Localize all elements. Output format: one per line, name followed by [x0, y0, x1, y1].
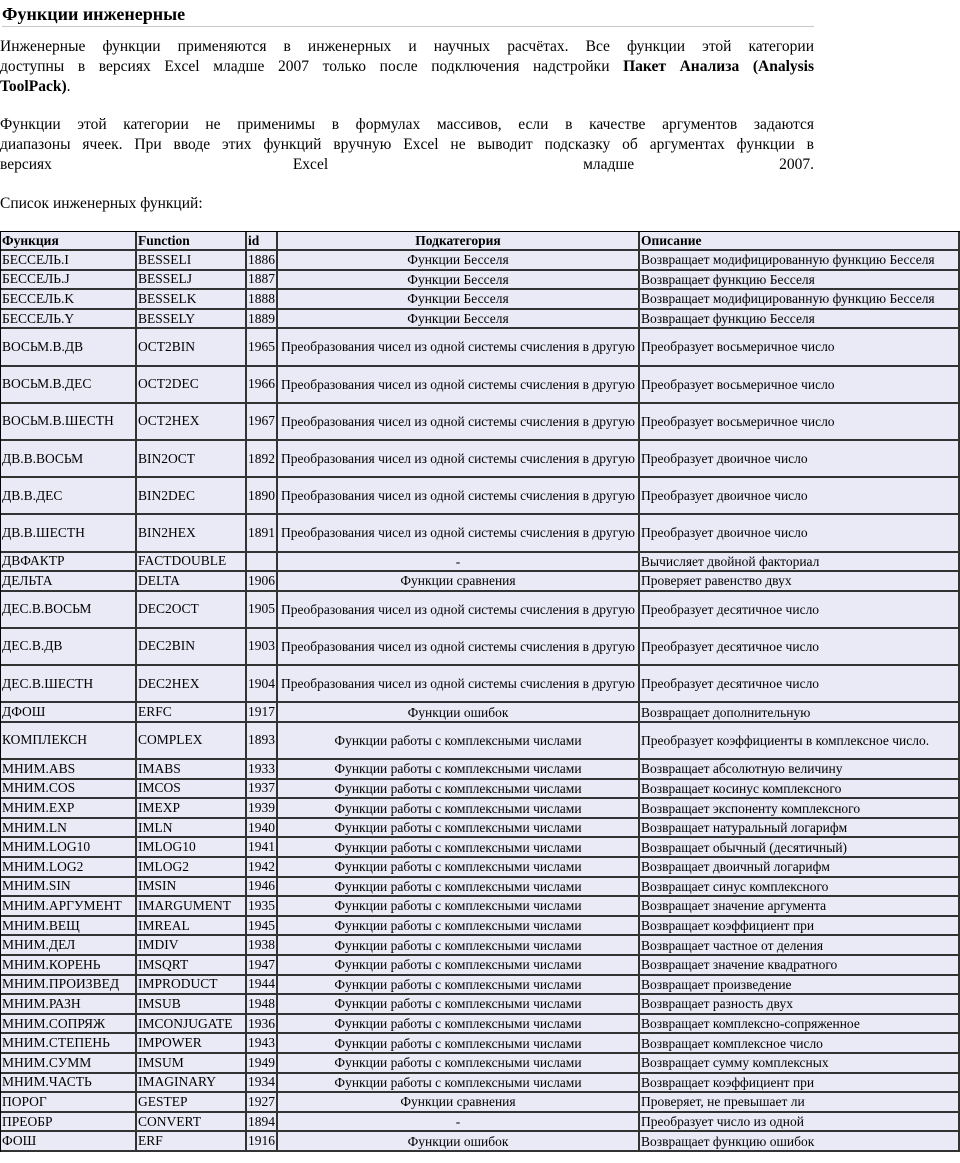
- cell-description: Возвращает значение аргумента: [640, 897, 960, 917]
- cell-subcategory: Функции работы с комплексными числами: [278, 1054, 640, 1074]
- cell-function: DEC2HEX: [137, 666, 247, 703]
- cell-func: ДЕЛЬТА: [1, 572, 137, 592]
- note-word: младше: [583, 156, 635, 173]
- cell-func: ДВФАКТР: [1, 553, 137, 573]
- cell-function: IMPOWER: [137, 1034, 247, 1054]
- cell-description: Возвращает частное от деления: [640, 936, 960, 956]
- cell-func: ПРЕОБР: [1, 1113, 137, 1133]
- cell-description: Проверяет, не превышает ли: [640, 1093, 960, 1113]
- cell-function: IMEXP: [137, 799, 247, 819]
- cell-subcategory: Функции Бесселя: [278, 271, 640, 291]
- cell-function: BIN2HEX: [137, 515, 247, 552]
- cell-function: BESSELK: [137, 290, 247, 310]
- cell-subcategory: Функции работы с комплексными числами: [278, 878, 640, 898]
- note-line-1: Функции этой категории не применимы в формулах массивов, если в качестве аргументов задаются: [0, 116, 814, 133]
- table-row: [1, 271, 960, 291]
- cell-id: 1916: [247, 1132, 278, 1152]
- cell-id: 1903: [247, 629, 278, 666]
- table-row: [1, 1074, 960, 1094]
- cell-func: ДВ.В.ШЕСТН: [1, 515, 137, 552]
- cell-subcategory: Функции сравнения: [278, 572, 640, 592]
- cell-description: Преобразует десятичное число: [640, 592, 960, 629]
- cell-description: Возвращает коэффициент при: [640, 1074, 960, 1094]
- cell-function: IMSUM: [137, 1054, 247, 1074]
- cell-subcategory: Функции работы с комплексными числами: [278, 780, 640, 800]
- table-row: [1, 404, 960, 441]
- cell-description: Возвращает синус комплексного: [640, 878, 960, 898]
- table-row: [1, 329, 960, 366]
- cell-function: IMCONJUGATE: [137, 1015, 247, 1035]
- table-row: [1, 441, 960, 478]
- table-row: [1, 1034, 960, 1054]
- cell-id: 1941: [247, 838, 278, 858]
- cell-description: Проверяет равенство двух: [640, 572, 960, 592]
- cell-function: GESTEP: [137, 1093, 247, 1113]
- intro-line-2: [0, 57, 814, 77]
- cell-func: МНИМ.LOG10: [1, 838, 137, 858]
- cell-subcategory: -: [278, 1113, 640, 1133]
- cell-id: 1893: [247, 723, 278, 760]
- cell-func: ДВ.В.ДЕС: [1, 478, 137, 515]
- cell-description: Возвращает функцию Бесселя: [640, 271, 960, 291]
- cell-func: ДВ.В.ВОСЬМ: [1, 441, 137, 478]
- cell-id: 1943: [247, 1034, 278, 1054]
- cell-id: 1945: [247, 917, 278, 937]
- table-row: [1, 760, 960, 780]
- cell-func: МНИМ.SIN: [1, 878, 137, 898]
- cell-function: BIN2DEC: [137, 478, 247, 515]
- cell-function: IMLOG10: [137, 838, 247, 858]
- cell-func: КОМПЛЕКСН: [1, 723, 137, 760]
- cell-function: IMDIV: [137, 936, 247, 956]
- cell-subcategory: Функции работы с комплексными числами: [278, 1034, 640, 1054]
- cell-id: 1942: [247, 858, 278, 878]
- cell-subcategory: Преобразования чисел из одной системы счисления в другую: [278, 404, 640, 441]
- cell-function: DELTA: [137, 572, 247, 592]
- cell-function: BESSELI: [137, 251, 247, 271]
- table-row: [1, 367, 960, 404]
- cell-subcategory: Функции работы с комплексными числами: [278, 995, 640, 1015]
- cell-func: МНИМ.ПРОИЗВЕД: [1, 976, 137, 996]
- cell-description: Преобразует двоичное число: [640, 478, 960, 515]
- cell-subcategory: Функции ошибок: [278, 703, 640, 723]
- cell-function: CONVERT: [137, 1113, 247, 1133]
- cell-description: Возвращает комплексно-сопряженное: [640, 1015, 960, 1035]
- cell-subcategory: Функции работы с комплексными числами: [278, 819, 640, 839]
- cell-subcategory: Функции работы с комплексными числами: [278, 897, 640, 917]
- cell-function: OCT2DEC: [137, 367, 247, 404]
- header-description: Описание: [640, 232, 960, 251]
- cell-id: 1894: [247, 1113, 278, 1133]
- note-word: версиях: [0, 156, 52, 173]
- cell-description: Возвращает разность двух: [640, 995, 960, 1015]
- cell-subcategory: Преобразования чисел из одной системы счисления в другую: [278, 515, 640, 552]
- cell-description: Преобразует десятичное число: [640, 666, 960, 703]
- cell-func: МНИМ.КОРЕНЬ: [1, 956, 137, 976]
- table-row: [1, 1093, 960, 1113]
- cell-subcategory: Функции работы с комплексными числами: [278, 858, 640, 878]
- table-row: [1, 799, 960, 819]
- intro-addin-name: Пакет Анализа (Analysis: [623, 58, 814, 75]
- table-row: [1, 629, 960, 666]
- cell-func: МНИМ.ВЕЩ: [1, 917, 137, 937]
- cell-func: ВОСЬМ.В.ДВ: [1, 329, 137, 366]
- cell-id: 1965: [247, 329, 278, 366]
- note-line-2: диапазоны ячеек. При вводе этих функций вручную Excel не выводит подсказку об аргументах функции в: [0, 136, 814, 153]
- cell-func: МНИМ.ЧАСТЬ: [1, 1074, 137, 1094]
- header-id: id: [247, 232, 278, 251]
- cell-func: МНИМ.COS: [1, 780, 137, 800]
- cell-function: IMREAL: [137, 917, 247, 937]
- header-func: Функция: [1, 232, 137, 251]
- table-row: [1, 838, 960, 858]
- cell-id: 1889: [247, 310, 278, 330]
- cell-subcategory: Функции работы с комплексными числами: [278, 976, 640, 996]
- cell-description: Возвращает модифицированную функцию Бесселя: [640, 251, 960, 271]
- cell-id: 1887: [247, 271, 278, 291]
- cell-function: FACTDOUBLE: [137, 553, 247, 573]
- cell-id: 1937: [247, 780, 278, 800]
- cell-subcategory: Функции работы с комплексными числами: [278, 838, 640, 858]
- cell-func: МНИМ.LOG2: [1, 858, 137, 878]
- table-row: [1, 956, 960, 976]
- cell-function: IMLN: [137, 819, 247, 839]
- cell-description: Вычисляет двойной факториал: [640, 553, 960, 573]
- cell-id: 1967: [247, 404, 278, 441]
- cell-id: 1948: [247, 995, 278, 1015]
- cell-id: 1935: [247, 897, 278, 917]
- cell-id: 1938: [247, 936, 278, 956]
- table-header-row: [1, 232, 960, 251]
- cell-description: Возвращает комплексное число: [640, 1034, 960, 1054]
- cell-description: Возвращает двоичный логарифм: [640, 858, 960, 878]
- cell-subcategory: Преобразования чисел из одной системы счисления в другую: [278, 367, 640, 404]
- cell-description: Возвращает модифицированную функцию Бесселя: [640, 290, 960, 310]
- cell-func: МНИМ.LN: [1, 819, 137, 839]
- cell-func: ДФОШ: [1, 703, 137, 723]
- cell-subcategory: Преобразования чисел из одной системы счисления в другую: [278, 441, 640, 478]
- table-row: [1, 478, 960, 515]
- cell-function: IMAGINARY: [137, 1074, 247, 1094]
- cell-subcategory: Преобразования чисел из одной системы счисления в другую: [278, 329, 640, 366]
- cell-id: 1939: [247, 799, 278, 819]
- cell-id: 1949: [247, 1054, 278, 1074]
- cell-function: IMCOS: [137, 780, 247, 800]
- cell-id: [247, 553, 278, 573]
- table-row: [1, 572, 960, 592]
- cell-subcategory: Функции работы с комплексными числами: [278, 799, 640, 819]
- table-row: [1, 1132, 960, 1152]
- page-title: Функции инженерные: [2, 3, 814, 27]
- cell-subcategory: Функции Бесселя: [278, 290, 640, 310]
- cell-id: 1886: [247, 251, 278, 271]
- cell-function: DEC2BIN: [137, 629, 247, 666]
- cell-func: МНИМ.РАЗН: [1, 995, 137, 1015]
- note-line-3: [0, 155, 814, 175]
- cell-description: Преобразует восьмеричное число: [640, 367, 960, 404]
- cell-func: ВОСЬМ.В.ШЕСТН: [1, 404, 137, 441]
- cell-description: Преобразует восьмеричное число: [640, 329, 960, 366]
- cell-id: 1934: [247, 1074, 278, 1094]
- table-body: [1, 251, 960, 1152]
- note-word: Excel: [292, 156, 329, 173]
- cell-func: МНИМ.EXP: [1, 799, 137, 819]
- cell-id: 1904: [247, 666, 278, 703]
- cell-func: МНИМ.СОПРЯЖ: [1, 1015, 137, 1035]
- cell-func: МНИМ.ДЕЛ: [1, 936, 137, 956]
- cell-description: Возвращает косинус комплексного: [640, 780, 960, 800]
- cell-func: МНИМ.АРГУМЕНТ: [1, 897, 137, 917]
- cell-subcategory: Преобразования чисел из одной системы счисления в другую: [278, 629, 640, 666]
- cell-description: Преобразует восьмеричное число: [640, 404, 960, 441]
- table-row: [1, 666, 960, 703]
- cell-subcategory: Преобразования чисел из одной системы счисления в другую: [278, 592, 640, 629]
- intro-line-3: [0, 77, 814, 97]
- cell-description: Возвращает функцию ошибок: [640, 1132, 960, 1152]
- cell-description: Возвращает произведение: [640, 976, 960, 996]
- cell-function: BESSELJ: [137, 271, 247, 291]
- cell-function: IMSUB: [137, 995, 247, 1015]
- cell-id: 1888: [247, 290, 278, 310]
- cell-id: 1933: [247, 760, 278, 780]
- table-row: [1, 976, 960, 996]
- cell-id: 1891: [247, 515, 278, 552]
- cell-func: ВОСЬМ.В.ДЕС: [1, 367, 137, 404]
- cell-func: ДЕС.В.ШЕСТН: [1, 666, 137, 703]
- cell-func: МНИМ.СТЕПЕНЬ: [1, 1034, 137, 1054]
- cell-subcategory: Преобразования чисел из одной системы счисления в другую: [278, 666, 640, 703]
- cell-description: Возвращает сумму комплексных: [640, 1054, 960, 1074]
- table-row: [1, 1113, 960, 1133]
- cell-function: IMABS: [137, 760, 247, 780]
- table-row: [1, 917, 960, 937]
- cell-description: Преобразует двоичное число: [640, 515, 960, 552]
- table-row: [1, 592, 960, 629]
- cell-description: Возвращает значение квадратного: [640, 956, 960, 976]
- cell-function: IMSQRT: [137, 956, 247, 976]
- cell-description: Возвращает функцию Бесселя: [640, 310, 960, 330]
- cell-func: МНИМ.СУММ: [1, 1054, 137, 1074]
- cell-description: Возвращает дополнительную: [640, 703, 960, 723]
- intro-line-2-text: доступны в версиях Excel младше 2007 только после подключения надстройки: [0, 58, 624, 75]
- table-row: [1, 995, 960, 1015]
- table-row: [1, 251, 960, 271]
- cell-description: Возвращает натуральный логарифм: [640, 819, 960, 839]
- cell-subcategory: Функции Бесселя: [278, 251, 640, 271]
- cell-description: Преобразует число из одной: [640, 1113, 960, 1133]
- cell-description: Преобразует десятичное число: [640, 629, 960, 666]
- table-row: [1, 1054, 960, 1074]
- cell-func: БЕССЕЛЬ.K: [1, 290, 137, 310]
- cell-id: 1917: [247, 703, 278, 723]
- table-row: [1, 780, 960, 800]
- cell-subcategory: Функции ошибок: [278, 1132, 640, 1152]
- cell-func: ДЕС.В.ВОСЬМ: [1, 592, 137, 629]
- cell-subcategory: Функции работы с комплексными числами: [278, 723, 640, 760]
- header-subcategory: Подкатегория: [278, 232, 640, 251]
- cell-id: 1966: [247, 367, 278, 404]
- table-row: [1, 553, 960, 573]
- header-function: Function: [137, 232, 247, 251]
- cell-func: МНИМ.ABS: [1, 760, 137, 780]
- table-row: [1, 310, 960, 330]
- cell-subcategory: Функции сравнения: [278, 1093, 640, 1113]
- cell-func: ДЕС.В.ДВ: [1, 629, 137, 666]
- table-row: [1, 878, 960, 898]
- cell-subcategory: Функции работы с комплексными числами: [278, 1015, 640, 1035]
- cell-subcategory: -: [278, 553, 640, 573]
- cell-id: 1936: [247, 1015, 278, 1035]
- cell-id: 1905: [247, 592, 278, 629]
- table-row: [1, 515, 960, 552]
- cell-id: 1906: [247, 572, 278, 592]
- cell-id: 1892: [247, 441, 278, 478]
- cell-subcategory: Функции работы с комплексными числами: [278, 1074, 640, 1094]
- cell-function: IMSIN: [137, 878, 247, 898]
- cell-description: Возвращает обычный (десятичный): [640, 838, 960, 858]
- cell-subcategory: Функции работы с комплексными числами: [278, 917, 640, 937]
- cell-description: Возвращает абсолютную величину: [640, 760, 960, 780]
- table-row: [1, 703, 960, 723]
- cell-function: OCT2BIN: [137, 329, 247, 366]
- cell-subcategory: Функции работы с комплексными числами: [278, 760, 640, 780]
- table-row: [1, 290, 960, 310]
- cell-id: 1944: [247, 976, 278, 996]
- intro-line-3-end: .: [66, 78, 71, 95]
- cell-id: 1890: [247, 478, 278, 515]
- intro-addin-name-end: ToolPack): [0, 78, 67, 95]
- cell-func: ФОШ: [1, 1132, 137, 1152]
- cell-function: COMPLEX: [137, 723, 247, 760]
- cell-subcategory: Функции работы с комплексными числами: [278, 936, 640, 956]
- cell-id: 1947: [247, 956, 278, 976]
- cell-function: BESSELY: [137, 310, 247, 330]
- cell-func: БЕССЕЛЬ.I: [1, 251, 137, 271]
- intro-line-1: Инженерные функции применяются в инженерных и научных расчётах. Все функции этой категории: [0, 38, 814, 55]
- table-row: [1, 723, 960, 760]
- functions-table-wrapper: [0, 231, 935, 1163]
- cell-id: 1927: [247, 1093, 278, 1113]
- cell-function: DEC2OCT: [137, 592, 247, 629]
- cell-function: ERF: [137, 1132, 247, 1152]
- cell-function: IMPRODUCT: [137, 976, 247, 996]
- cell-function: IMARGUMENT: [137, 897, 247, 917]
- cell-function: IMLOG2: [137, 858, 247, 878]
- list-caption: Список инженерных функций:: [0, 195, 203, 212]
- cell-function: OCT2HEX: [137, 404, 247, 441]
- cell-func: БЕССЕЛЬ.Y: [1, 310, 137, 330]
- cell-subcategory: Функции работы с комплексными числами: [278, 956, 640, 976]
- cell-func: ПОРОГ: [1, 1093, 137, 1113]
- cell-function: BIN2OCT: [137, 441, 247, 478]
- cell-func: БЕССЕЛЬ.J: [1, 271, 137, 291]
- functions-table: [0, 231, 960, 1152]
- table-row: [1, 819, 960, 839]
- table-row: [1, 897, 960, 917]
- table-row: [1, 1015, 960, 1035]
- cell-id: 1940: [247, 819, 278, 839]
- cell-description: Преобразует двоичное число: [640, 441, 960, 478]
- cell-description: Возвращает экспоненту комплексного: [640, 799, 960, 819]
- cell-description: Возвращает коэффициент при: [640, 917, 960, 937]
- cell-subcategory: Преобразования чисел из одной системы счисления в другую: [278, 478, 640, 515]
- table-row: [1, 858, 960, 878]
- cell-id: 1946: [247, 878, 278, 898]
- cell-description: Преобразует коэффициенты в комплексное число.: [640, 723, 960, 760]
- table-row: [1, 936, 960, 956]
- cell-subcategory: Функции Бесселя: [278, 310, 640, 330]
- note-word: 2007.: [779, 156, 814, 173]
- cell-function: ERFC: [137, 703, 247, 723]
